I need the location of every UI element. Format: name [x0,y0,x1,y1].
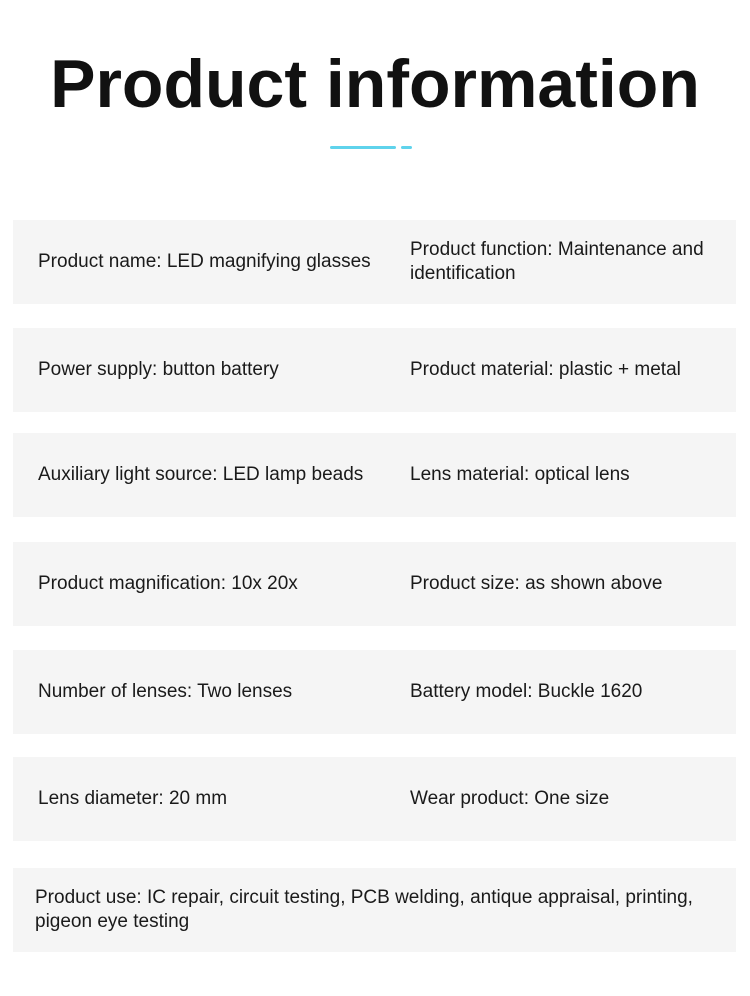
title-accent-dash [401,146,412,149]
spec-product-size: Product size: as shown above [410,573,663,594]
spec-product-function: Product function: Maintenance and identification [410,239,704,284]
spec-power-supply: Power supply: button battery [38,359,279,380]
spec-row-1 [13,220,736,304]
spec-light-source: Auxiliary light source: LED lamp beads [38,464,364,485]
spec-wear-size: Wear product: One size [410,788,610,809]
spec-lens-diameter: Lens diameter: 20 mm [38,788,228,809]
spec-lens-count: Number of lenses: Two lenses [38,681,293,702]
title-accent-line [330,146,396,149]
spec-row-5 [13,650,736,734]
spec-row-7 [13,868,736,952]
spec-row-4 [13,542,736,626]
spec-battery-model: Battery model: Buckle 1620 [410,681,643,702]
spec-magnification: Product magnification: 10x 20x [38,573,298,594]
spec-product-name: Product name: LED magnifying glasses [38,251,371,272]
spec-row-3 [13,433,736,517]
spec-product-use: Product use: IC repair, circuit testing, PCB welding, antique appraisal, printing, pigeon eye testing [35,887,693,932]
spec-product-material: Product material: plastic + metal [410,359,681,380]
page-title: Product information [50,46,700,122]
spec-lens-material: Lens material: optical lens [410,464,630,485]
spec-row-2 [13,328,736,412]
spec-row-6 [13,757,736,841]
